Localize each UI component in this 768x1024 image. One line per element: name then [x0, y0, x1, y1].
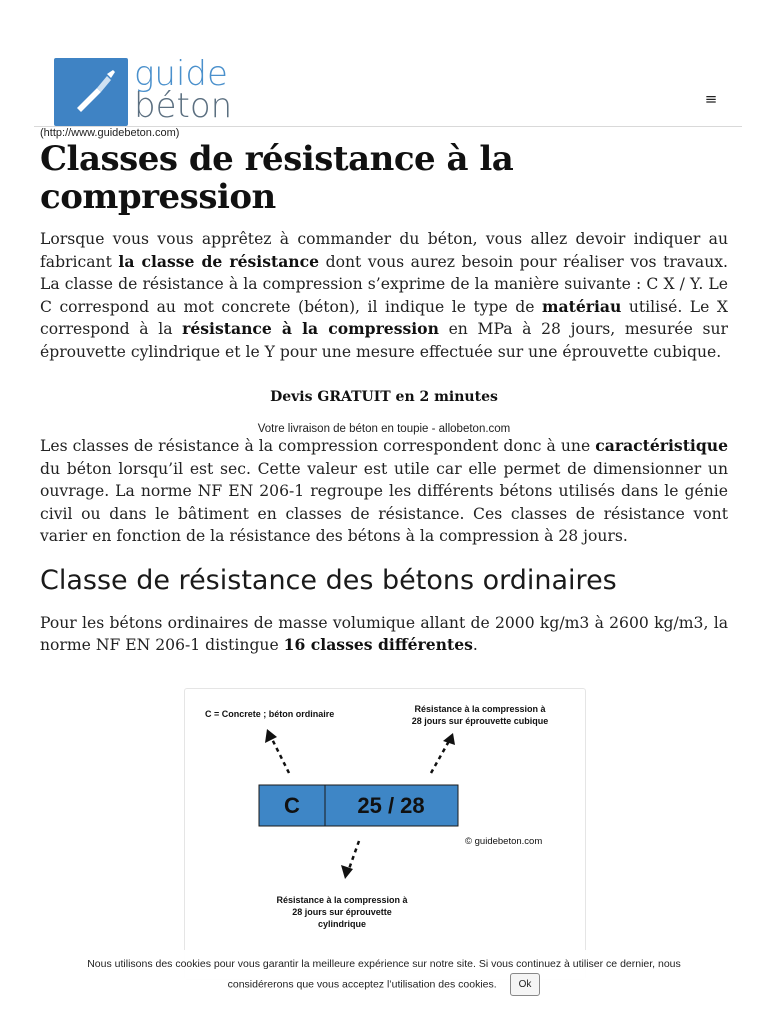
site-header [0, 0, 768, 139]
quote-cta-title[interactable]: Devis GRATUIT en 2 minutes [270, 389, 498, 405]
text-run: utilisé. Le X correspond à la [40, 297, 728, 338]
diagram-svg [185, 689, 585, 979]
article-content [40, 140, 728, 657]
label-cyl-line2: 28 jours sur éprouvette [292, 907, 392, 917]
hamburger-menu-icon[interactable]: ≡ [704, 90, 718, 108]
label-cube-line2: 28 jours sur éprouvette cubique [411, 716, 549, 726]
cookie-ok-button[interactable]: Ok [510, 973, 541, 996]
cookie-message-line1: Nous utilisons des cookies pour vous garantir la meilleure expérience sur notre site. Si vous continuez à utiliser ce dernier, nous [87, 958, 681, 970]
text-run: en MPa à 28 jours, mesurée sur éprouvette cylindrique et le Y pour une mesure effectuée sur une éprouvette cubique. [40, 320, 728, 361]
class-letter-c: C [284, 793, 300, 818]
paragraph-intro [40, 228, 728, 363]
section-heading: Classe de résistance des bétons ordinaires [40, 564, 617, 596]
cookie-banner [0, 950, 768, 1024]
arrow-concrete-line [271, 737, 289, 773]
cookie-message-line2: considérerons que vous acceptez l’utilisation des cookies. [227, 978, 497, 991]
class-value: 25 / 28 [357, 793, 425, 818]
text-run: du béton lorsqu’il est sec. Cette valeur est utile car elle permet de dimensionner un ouvrage. La norme NF EN 206-1 regroupe les différents bétons utilisés dans le génie civil ou dans le bâtiment en classes de résistance. Ces classes de résistance vont varier en fonction de la résistance des bétons à la compression à 28 jours. [40, 459, 728, 545]
arrow-concrete-head [265, 729, 277, 743]
text-run: Les classes de résistance à la compression correspondent donc à une [40, 437, 596, 455]
bold-term[interactable]: 16 classes différentes [283, 635, 473, 654]
label-cyl-line3: cylindrique [317, 919, 367, 929]
arrow-cyl-head [341, 865, 353, 879]
text-run: Lorsque vous vous apprêtez à commander du béton, vous allez devoir indiquer au fabricant [40, 230, 728, 271]
bold-term[interactable]: la classe de résistance [118, 251, 320, 271]
label-cyl-line1: Résistance à la compression à [276, 895, 408, 905]
site-logo[interactable] [54, 54, 244, 128]
trowel-icon [54, 58, 128, 126]
paragraph-classes [40, 612, 728, 657]
text-run: Pour les bétons ordinaires de masse volumique allant de 2000 kg/m3 à 2600 kg/m3, la norme NF EN 206-1 distingue [40, 613, 728, 654]
resistance-class-diagram [184, 688, 586, 980]
logo-wordmark [134, 54, 233, 126]
bold-term[interactable]: matériau [542, 296, 622, 316]
text-run: . [472, 636, 478, 654]
label-concrete: C = Concrete ; béton ordinaire [205, 709, 335, 719]
arrow-cube-line [431, 741, 449, 773]
text-run: dont vous aurez besoin pour réaliser vos travaux. La classe de résistance à la compression s’exprime de la manière suivante : C X / Y. Le C correspond au mot concrete (béton), il indique le type de [40, 252, 728, 316]
page-title: Classes de résistance à la compression [40, 139, 514, 217]
bold-term[interactable]: caractéristique [595, 436, 728, 455]
figure-copyright: © guidebeton.com [465, 836, 543, 847]
quote-cta-subtitle[interactable]: Votre livraison de béton en toupie - allobeton.com [257, 423, 511, 435]
source-url: (http://www.guidebeton.com) [40, 127, 180, 139]
logo-line1: guide [134, 54, 228, 94]
bold-term[interactable]: résistance à la compression [182, 319, 439, 338]
label-cube-line1: Résistance à la compression à [414, 704, 546, 714]
logo-line2: béton [134, 86, 233, 126]
arrow-cyl-line [349, 841, 359, 869]
paragraph-characteristics [40, 435, 728, 548]
